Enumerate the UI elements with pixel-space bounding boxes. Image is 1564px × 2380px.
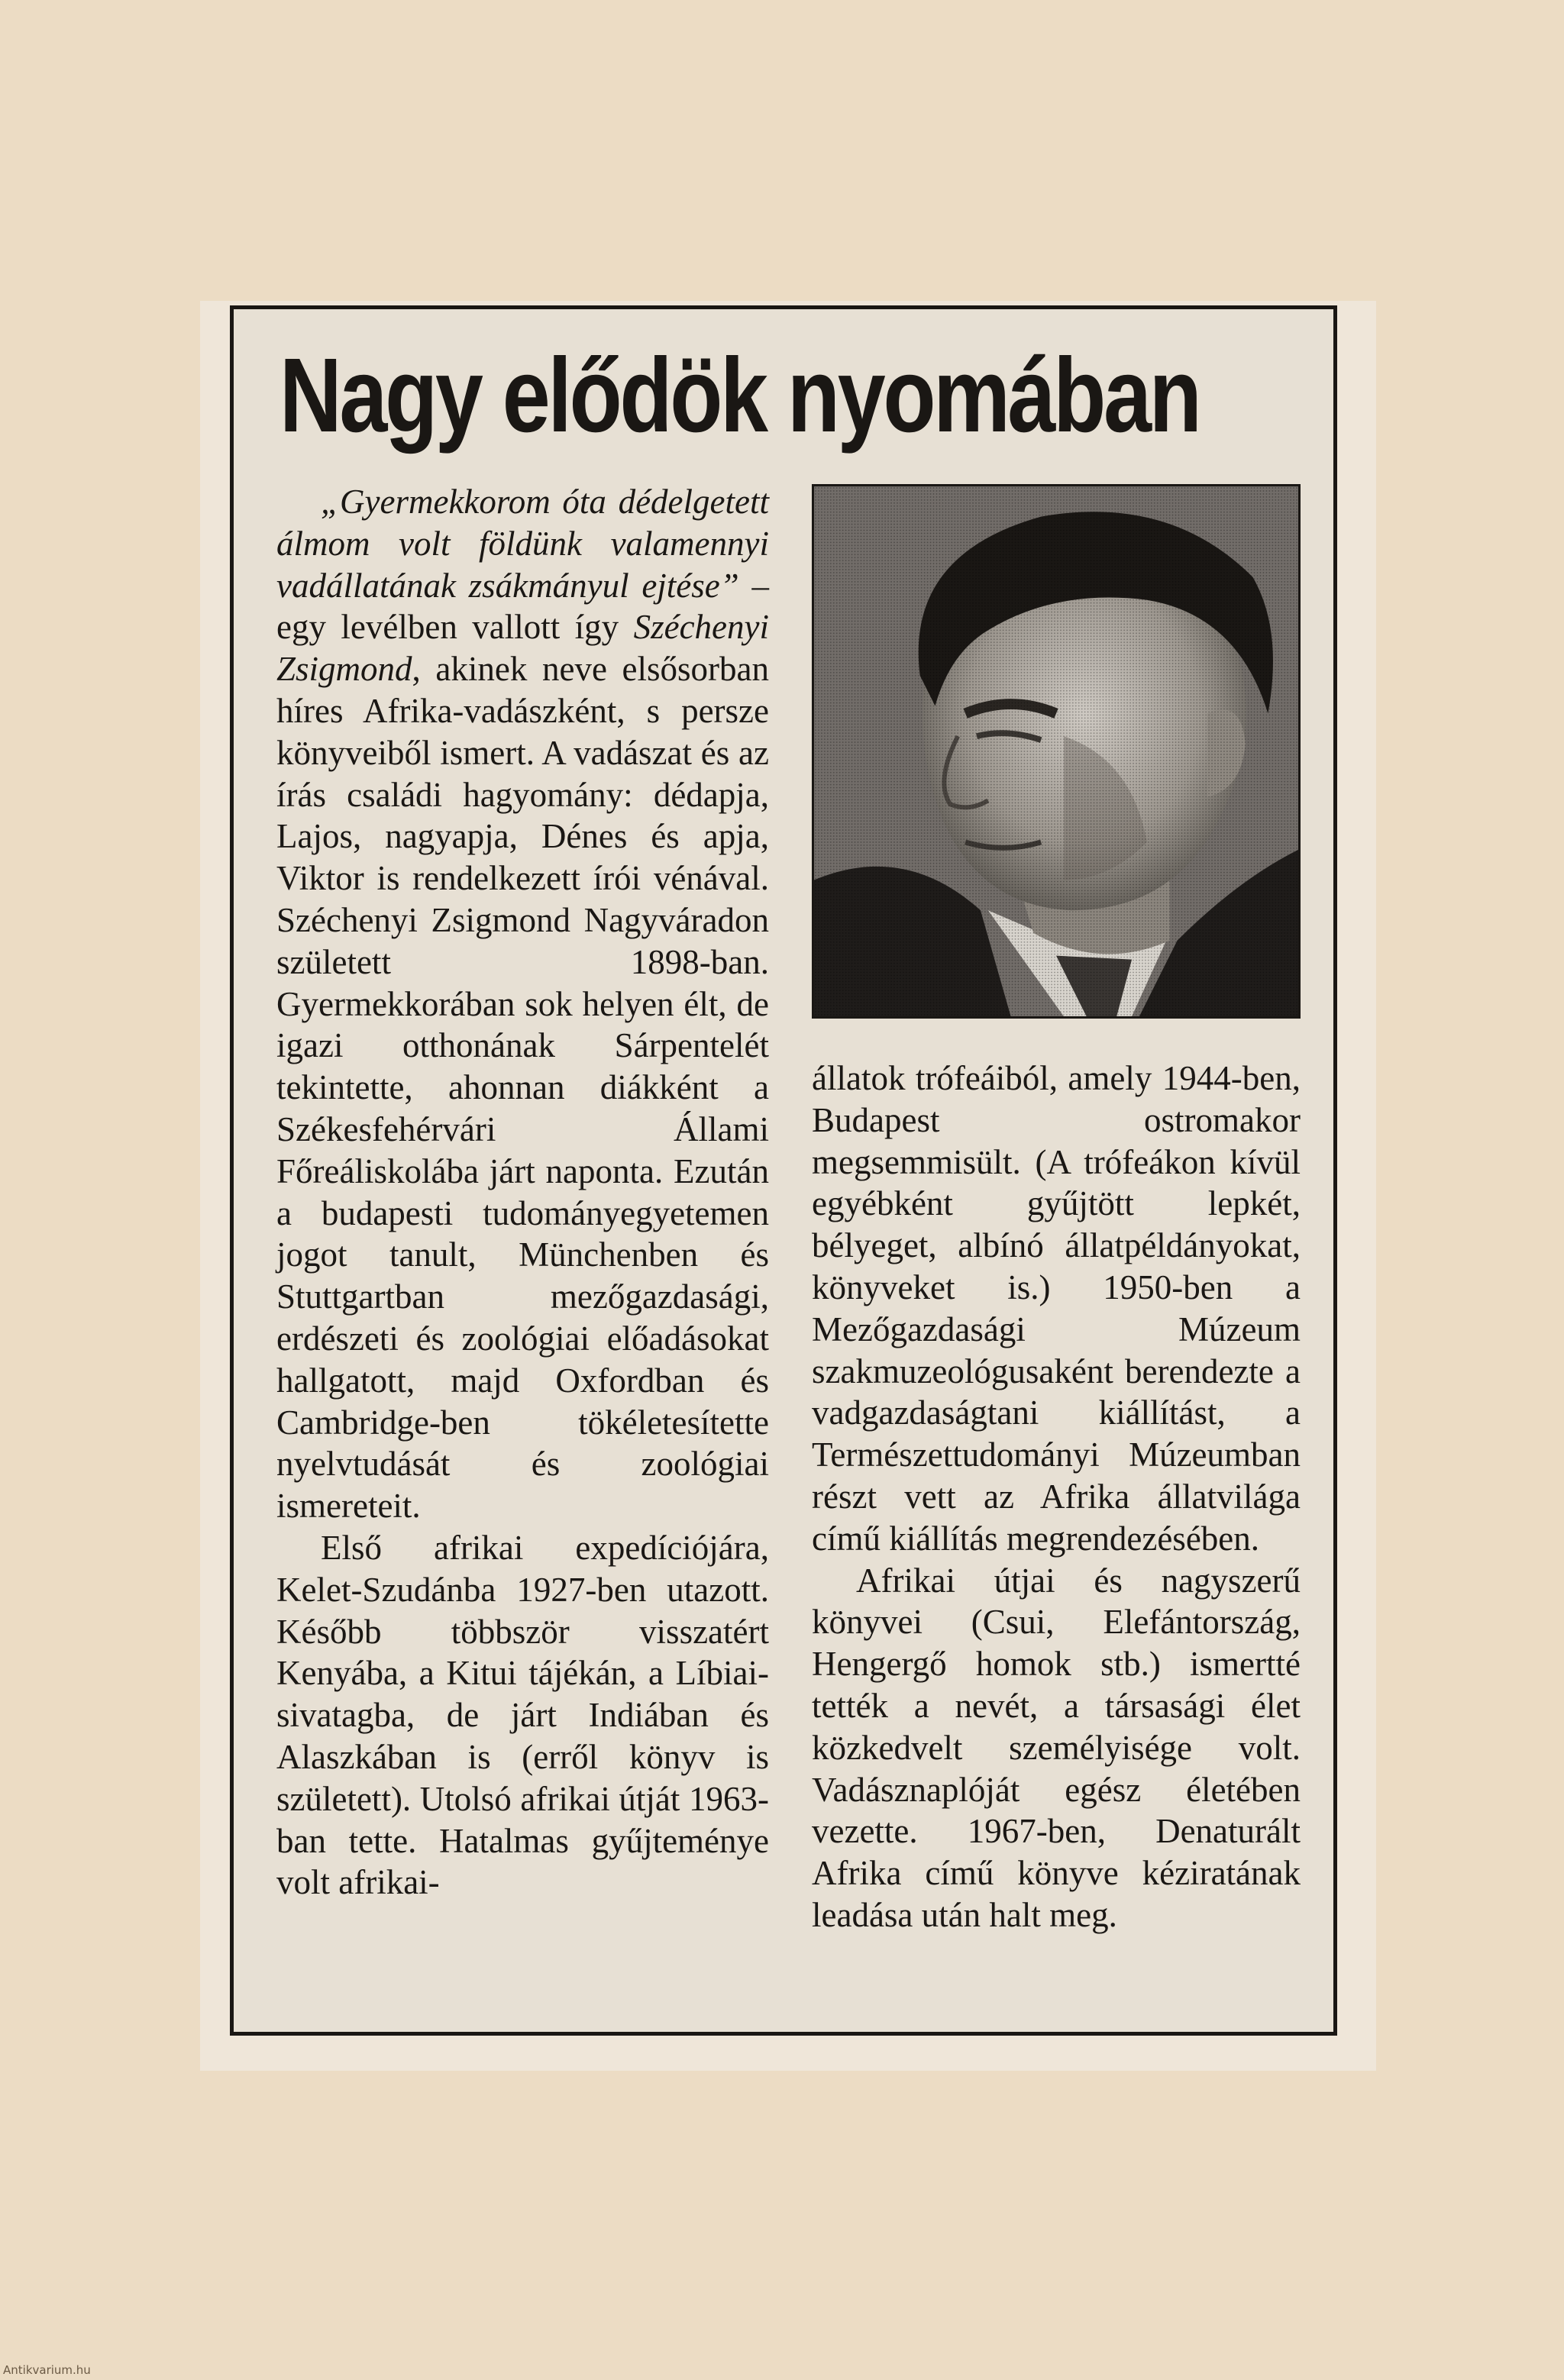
paragraph-3: Afrikai útjai és nagyszerű könyvei (Csui, Elefántország, Hengergő homok stb.) ismertté tették a nevét, a társasági élet közkedvelt személyisége volt. Vadásznaplóját egész életében vezette. 1967-ben, Denaturált Afrika című könyve kéziratának leadása után halt meg. <box>812 1561 1301 1934</box>
paragraph-1-text-a: – egy levélben vallott így <box>276 566 769 647</box>
person-name: Széchenyi Zsigmond <box>276 608 769 689</box>
newspaper-clipping <box>230 305 1337 2036</box>
paragraph-1 <box>276 481 769 1527</box>
paragraph-2: Első afrikai expedíciójára, Kelet-Szudánba 1927-ben utazott. Később többször visszatért Kenyába, a Kitui tájékán, a Líbiai-sivatagba, de járt Indiában és Alaszkában is (erről könyv is született). Utolsó afrikai útját 1963-ban tette. Hatalmas gyűjteménye volt afrikai- <box>276 1528 769 1902</box>
portrait-photo <box>812 484 1301 1019</box>
right-column <box>812 1058 1301 1936</box>
watermark: Antikvarium.hu <box>3 2363 91 2377</box>
opening-quote: „Gyermekkorom óta dédelgetett álmom volt földünk valamennyi vadállatának zsákmányul ejtése” <box>276 483 769 605</box>
paragraph-1-text-b: , akinek neve elsősorban híres Afrika-vadászként, s persze könyveiből ismert. A vadászat és az írás családi hagyomány: dédapja, Lajos, nagyapja, Dénes és apja, Viktor is rendelkezett írói vénával. Széchenyi Zsigmond Nagyváradon született 1898-ban. Gyermekkorában sok helyen élt, de igazi otthonának Sárpentelét tekintette, ahonnan diákként a Székesfehérvári Állami Főreáliskolába járt naponta. Ezután a budapesti tudományegyetemen jogot tanult, Münchenben és Stuttgartban mezőgazdasági, erdészeti és zoológiai előadásokat hallgatott, majd Oxfordban és Cambridge-ben tökéletesítette nyelvtudását és zoológiai ismereteit. <box>276 650 769 1526</box>
paragraph-2-continued: állatok trófeáiból, amely 1944-ben, Budapest ostromakor megsemmisült. (A trófeákon kívül egyébként gyűjtött lepkét, bélyeget, albínó állatpéldányokat, könyveket is.) 1950-ben a Mezőgazdasági Múzeum szakmuzeológusaként berendezte a vadgazdaságtani kiállítást, a Természettudományi Múzeumban részt vett az Afrika állatvilága című kiállítás megrendezésében. <box>812 1059 1301 1558</box>
portrait-image <box>814 486 1298 1016</box>
left-column <box>276 481 769 1904</box>
headline: Nagy elődök nyomában <box>280 337 1200 454</box>
